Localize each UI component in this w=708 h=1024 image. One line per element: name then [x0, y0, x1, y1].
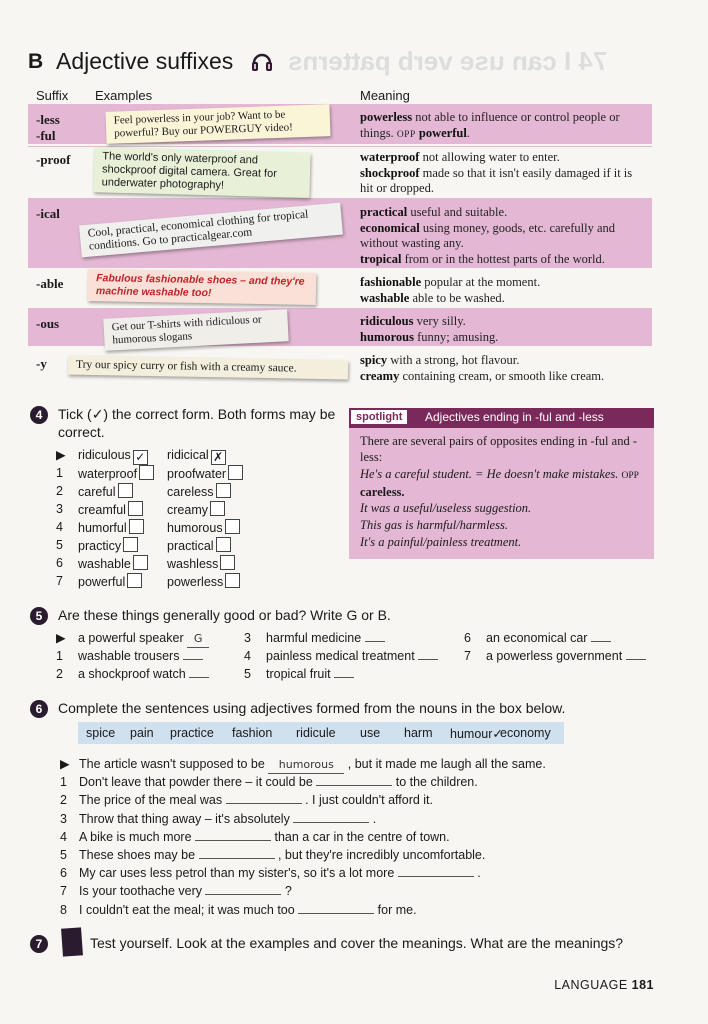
item-number: 6 [464, 631, 471, 645]
col-suffix-header: Suffix [36, 88, 69, 103]
item-number: 4 [56, 520, 63, 534]
word-box-word: spice [86, 726, 116, 740]
word-box-word: harm [404, 726, 433, 740]
headword: practical [360, 205, 408, 219]
word-box-word: ridicule [296, 726, 336, 740]
answer-blank[interactable] [591, 641, 611, 642]
option-a [78, 537, 138, 554]
sentence-start: A bike is much more [79, 829, 196, 844]
item-label: an economical car [486, 631, 591, 645]
checkbox[interactable] [216, 483, 231, 498]
headword: ridiculous [360, 314, 414, 328]
definition: made so that it isn't easily damaged if it is hit or dropped. [360, 165, 633, 195]
checkbox[interactable] [225, 573, 240, 588]
definition: able to be washed. [409, 290, 505, 305]
item-number: 4 [60, 829, 67, 844]
item-label: a shockproof watch [78, 667, 190, 681]
headword: creamy [360, 368, 400, 383]
option-b [167, 465, 243, 482]
meaning-less-ful [360, 110, 645, 143]
item-number: 2 [56, 667, 63, 681]
sentence-start: I couldn't eat the meal; it was much too [79, 902, 299, 917]
item-number: 4 [244, 649, 251, 663]
sentence-start: Don't leave that powder there – it could be [79, 775, 317, 790]
option-a [78, 447, 148, 465]
definition: . [466, 125, 470, 140]
sentence [79, 792, 433, 808]
option-a [78, 501, 143, 518]
option-a [78, 519, 144, 536]
item-text [266, 648, 438, 664]
exercise-4-instruction: Tick (✓) the correct form. Both forms may be correct. [58, 406, 336, 440]
item-label: painless medical treatment [266, 649, 419, 663]
option-b [167, 537, 231, 554]
option-b-text: ridicical [167, 448, 209, 462]
spotlight-example-1-opposite: careless. [360, 484, 405, 499]
checkbox[interactable] [228, 465, 243, 480]
meaning-proof [360, 150, 645, 197]
suffix-y: -y [36, 356, 47, 371]
checkbox[interactable] [220, 555, 235, 570]
answer-blank[interactable] [298, 913, 374, 914]
exercise-5-number: 5 [30, 607, 48, 625]
meaning-y [360, 353, 645, 384]
spotlight-opp-label: OPP [621, 471, 639, 481]
item-number: ▶ [60, 757, 70, 771]
option-b-text: practical [167, 539, 214, 553]
option-a [78, 573, 142, 590]
definition: with a strong, hot flavour. [387, 353, 520, 367]
suffix-proof: -proof [36, 152, 71, 167]
spotlight-tag: spotlight [351, 410, 407, 424]
ad-note-camera: The world's only waterproof and shockproof digital camera. Great for underwater photography! [93, 147, 310, 198]
answer-blank[interactable] [189, 677, 209, 678]
option-b [167, 483, 231, 500]
item-number: 7 [56, 574, 63, 588]
option-a-text: humorful [78, 521, 127, 535]
spotlight-title: Adjectives ending in -ful and -less [425, 410, 604, 424]
option-b [167, 555, 235, 572]
exercise-6-number: 6 [30, 700, 48, 718]
item-label: a powerful speaker [78, 631, 188, 645]
sentence-start: Throw that thing away – it's absolutely [79, 811, 294, 826]
item-number: 1 [60, 775, 67, 790]
item-label: a powerless government [486, 649, 626, 663]
ad-note-practicalgear: Cool, practical, economical clothing for tropical conditions. Go to practicalgear.com [79, 203, 343, 258]
item-number: ▶ [56, 631, 66, 645]
item-text [78, 648, 203, 664]
suffix-able: -able [36, 276, 64, 291]
spotlight-intro: There are several pairs of opposites ending in -ful and -less: [360, 434, 637, 464]
answer-blank[interactable] [199, 858, 275, 859]
checkbox[interactable] [133, 555, 148, 570]
option-b-text: washless [167, 557, 219, 571]
option-a-text: careful [78, 485, 116, 499]
headword: spicy [360, 353, 388, 367]
item-number: 7 [464, 649, 471, 663]
option-a-text: waterproof [78, 467, 138, 481]
item-number: 1 [56, 466, 63, 480]
option-a-text: powerful [78, 575, 126, 589]
spotlight-example-2: It was a useful/useless suggestion. [360, 501, 532, 515]
item-number: 8 [60, 902, 67, 917]
suffix-less-ful: -less -ful [36, 112, 60, 143]
item-number: 3 [60, 811, 67, 826]
answer-blank[interactable] [316, 785, 392, 786]
option-a-text: creamful [78, 503, 126, 517]
sentence [79, 811, 376, 827]
option-b-text: careless [167, 485, 214, 499]
option-b [167, 501, 225, 518]
section-title: Adjective suffixes [56, 48, 234, 74]
exercise-6-instruction: Complete the sentences using adjectives formed from the nouns in the box below. [58, 700, 566, 716]
meaning-able [360, 275, 645, 306]
sentence-end: . I just couldn't afford it. [301, 793, 433, 808]
opp-label: OPP [396, 129, 416, 140]
word-box-word: fashion [232, 726, 273, 740]
ad-note-curry: Try our spicy curry or fish with a creamy sauce. [68, 356, 348, 380]
definition: from or in the hottest parts of the world. [401, 251, 605, 266]
definition: funny; amusing. [413, 329, 499, 344]
sentence [79, 847, 485, 863]
meaning-ous [360, 314, 645, 345]
sentence-end: , but they're incredibly uncomfortable. [274, 848, 486, 862]
ad-note-powerguy: Feel powerless in your job? Want to be powerful? Buy our POWERGUY video! [106, 104, 331, 144]
bleed-through-text: 74 I can use verb patterns [288, 46, 608, 76]
sentence [79, 774, 478, 790]
definition: popular at the moment. [421, 275, 541, 289]
item-number: 1 [56, 649, 63, 663]
headword: economical [360, 220, 420, 235]
item-text [486, 648, 646, 664]
definition: not able to influence or control people or things. [360, 110, 620, 140]
headword: shockproof [360, 165, 420, 180]
sentence-end: , but it made me laugh all the same. [344, 757, 546, 771]
option-a-text: washable [78, 557, 131, 571]
checkbox[interactable] [216, 537, 231, 552]
option-b [167, 519, 240, 536]
col-meaning-header: Meaning [360, 88, 410, 103]
item-number: 5 [244, 667, 251, 681]
ad-note-shoes: Fabulous fashionable shoes – and they're machine washable too! [88, 269, 317, 305]
headword: washable [360, 290, 410, 305]
headword: tropical [360, 251, 402, 266]
checkbox[interactable] [127, 573, 142, 588]
definition: very silly. [413, 314, 466, 328]
checkbox[interactable] [128, 501, 143, 516]
definition: not allowing water to enter. [419, 150, 560, 164]
item-text [78, 666, 209, 682]
word-box-word: practice [170, 726, 214, 740]
sentence-end: . [473, 866, 481, 881]
item-text [266, 630, 385, 646]
sentence-end: than a car in the centre of town. [271, 829, 450, 844]
item-number: 3 [56, 502, 63, 516]
sentence-start: My car uses less petrol than my sister's, so it's a lot more [79, 866, 398, 881]
option-b-text: powerless [167, 575, 224, 589]
answer-blank[interactable] [226, 803, 302, 804]
item-number: 2 [56, 484, 63, 498]
option-b-text: humorous [167, 521, 223, 535]
footer-section: LANGUAGE [554, 978, 628, 992]
item-label: tropical fruit [266, 667, 335, 681]
sentence-end: . [369, 811, 377, 826]
definition: using money, goods, etc. carefully and without wasting any. [360, 220, 616, 250]
spotlight-example-4: It's a painful/painless treatment. [360, 535, 522, 549]
option-b-text: creamy [167, 503, 208, 517]
sentence-start: These shoes may be [79, 848, 199, 862]
item-text [78, 630, 209, 648]
item-number: 5 [60, 848, 67, 862]
option-a-text: ridiculous [78, 448, 131, 462]
headword: fashionable [360, 275, 422, 289]
checkbox[interactable] [129, 519, 144, 534]
sentence [79, 902, 417, 918]
option-a-text: practicy [78, 539, 122, 553]
sentence [79, 865, 481, 881]
spotlight-example-1 [360, 467, 645, 500]
spotlight-example-3: This gas is harmful/harmless. [360, 518, 508, 532]
checkbox[interactable]: ✓ [133, 450, 148, 465]
answer-blank[interactable] [626, 659, 646, 660]
item-number: 2 [60, 793, 67, 808]
checkbox[interactable] [139, 465, 154, 480]
sentence-end: for me. [374, 902, 417, 917]
answer-blank[interactable] [365, 641, 385, 642]
sentence [79, 883, 292, 899]
sentence [79, 756, 546, 774]
headword: powerful [415, 125, 467, 140]
page-footer [554, 978, 654, 992]
cover-card-icon [61, 927, 83, 956]
sentence-start: The price of the meal was [79, 793, 226, 808]
option-a [78, 483, 133, 500]
answer-blank[interactable] [195, 840, 271, 841]
definition: useful and suitable. [407, 205, 508, 219]
definition: containing cream, or smooth like cream. [399, 368, 605, 383]
checkbox[interactable] [123, 537, 138, 552]
item-number: ▶ [56, 448, 66, 462]
answer-blank[interactable] [418, 659, 438, 660]
answer-blank[interactable] [334, 677, 354, 678]
item-number: 6 [60, 866, 67, 881]
spotlight-example-1-text: He's a careful student. = He doesn't make mistakes. [360, 467, 619, 481]
checkbox[interactable] [225, 519, 240, 534]
answer-blank[interactable] [205, 894, 281, 895]
headword: powerless [360, 110, 413, 124]
option-b-text: proofwater [167, 467, 227, 481]
word-box-word: economy [500, 726, 551, 740]
word-box-word: use [360, 726, 381, 740]
answer-blank[interactable] [293, 822, 369, 823]
option-b [167, 447, 226, 465]
answer-blank[interactable]: humorous [268, 757, 344, 774]
sentence [79, 829, 450, 845]
item-number: 5 [56, 538, 63, 552]
exercise-7-number: 7 [30, 935, 48, 953]
sentence-end: ? [281, 884, 292, 899]
checkbox[interactable] [118, 483, 133, 498]
col-examples-header: Examples [95, 88, 153, 103]
exercise-4-number: 4 [30, 406, 48, 424]
section-letter: B [28, 50, 44, 73]
answer-blank[interactable]: G [187, 631, 209, 648]
item-text [486, 630, 611, 646]
ad-note-tshirts: Get our T-shirts with ridiculous or humorous slogans [103, 309, 288, 351]
headword: humorous [360, 329, 414, 344]
meaning-ical [360, 205, 650, 267]
suffix-ous: -ous [36, 316, 60, 331]
headword: waterproof [360, 150, 420, 164]
item-number: 6 [56, 556, 63, 570]
sentence-start: The article wasn't supposed to be [79, 757, 269, 771]
page-number: 181 [631, 978, 654, 992]
sentence-start: Is your toothache very [79, 884, 206, 899]
suffix-ical: -ical [36, 206, 60, 221]
checkbox[interactable] [210, 501, 225, 516]
exercise-5-instruction: Are these things generally good or bad? Write G or B. [58, 607, 391, 623]
exercise-7-instruction: Test yourself. Look at the examples and cover the meanings. What are the meanings? [90, 935, 624, 951]
item-label: washable trousers [78, 649, 183, 663]
answer-blank[interactable] [398, 876, 474, 877]
option-a [78, 555, 148, 572]
item-number: 3 [244, 631, 251, 645]
answer-blank[interactable] [183, 659, 203, 660]
item-number: 7 [60, 884, 67, 899]
option-a [78, 465, 154, 482]
headphones-icon[interactable] [250, 50, 274, 72]
item-text [266, 666, 354, 682]
option-b [167, 573, 240, 590]
item-label: harmful medicine [266, 631, 365, 645]
word-box-word: pain [130, 726, 154, 740]
sentence-end: to the children. [392, 775, 478, 790]
word-box-word: humour✓ [450, 727, 503, 741]
checkbox[interactable]: ✗ [211, 450, 226, 465]
